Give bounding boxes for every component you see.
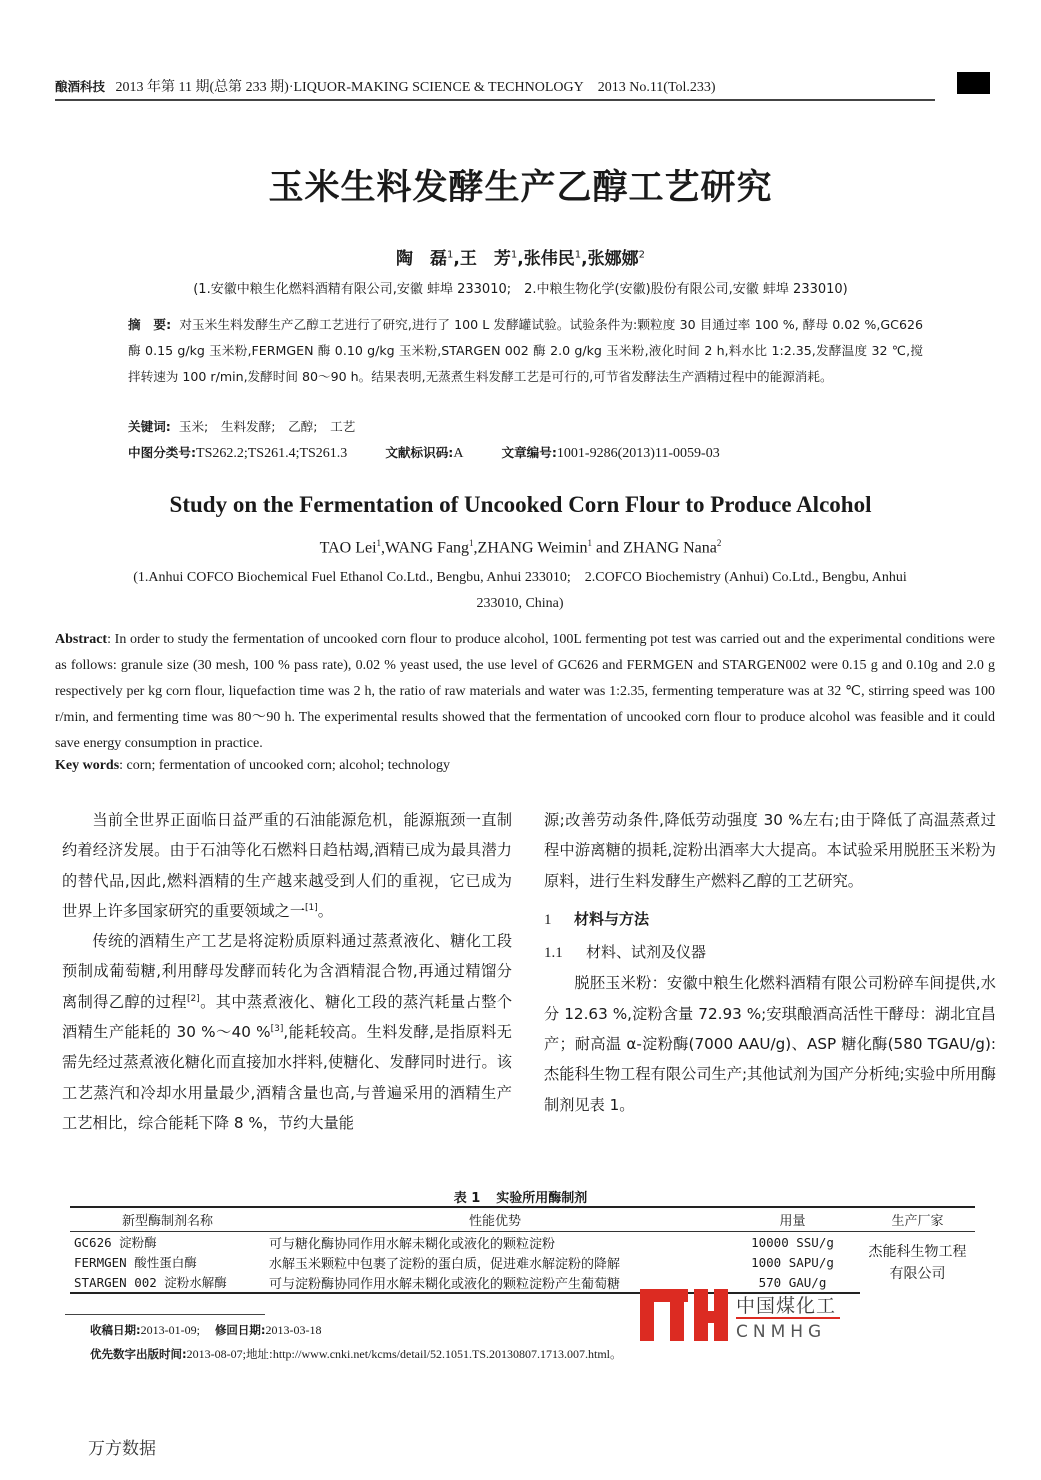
paragraph-text: ,能耗较高。生料发酵,是指原料无需先经过蒸煮液化糖化而直接加水拌料,使糖化、发酵同时进行。该工艺蒸汽和冷却水用量最少,酒精含量也高,与普遍采用的酒精生产工艺相比，综合能耗下降 8 %，节约大量能 [62, 1023, 512, 1132]
citation-ref[interactable]: [2] [186, 993, 200, 1004]
author: 王 芳 [459, 249, 511, 269]
enzyme-advantage: 水解玉米颗粒中包裹了淀粉的蛋白质，促进难水解淀粉的降解 [269, 1256, 621, 1272]
paragraph-text: 。 [317, 901, 333, 920]
affiliation-en: (1.Anhui COFCO Biochemical Fuel Ethanol Co.Ltd., Bengbu, Anhui 233010; 2.COFCO Biochemistry (Anhui) Co.Ltd., Bengbu, Anhui 233010, China) [133, 570, 907, 611]
paragraph-text: 。其中蒸煮液化、糖化工段的蒸汽耗量占整个酒精生产能耗的 30 %～40 % [62, 992, 513, 1042]
author-en-sup: 1 [469, 538, 474, 548]
author-sup: 1 [447, 249, 454, 261]
cnmhg-watermark-logo [640, 1289, 850, 1347]
paper-title-en: Study on the Fermentation of Uncooked Corn Flour to Produce Alcohol [169, 492, 872, 517]
header-text [55, 76, 716, 96]
footnote-dates [90, 1322, 322, 1338]
column-header: 新型酶制剂名称 [70, 1207, 265, 1232]
online-date: 2013-08-07; [186, 1347, 246, 1361]
url-link[interactable]: http://www.cnki.net/kcms/detail/52.1051.TS.20130807.1713.007.html。 [272, 1347, 623, 1361]
paragraph [62, 805, 512, 926]
watermark-cn-text: 中国煤化工 [736, 1295, 837, 1317]
keywords-en [55, 758, 995, 774]
paper-title-cn: 玉米生料发酵生产乙醇工艺研究 [268, 167, 773, 208]
author-en-sup: 1 [587, 538, 593, 548]
authors-cn: 陶 磊$^1$,王 芳$^1$,张伟民$^1$,张娜娜$^2$ [396, 249, 645, 269]
online-label: 优先数字出版时间: [90, 1347, 187, 1361]
author: 张娜娜 [587, 249, 639, 269]
subsection-number: 1.1 [544, 945, 563, 962]
running-header [55, 72, 990, 100]
enzyme-advantage: 可与淀粉酶协同作用水解未糊化或液化的颗粒淀粉产生葡萄糖 [265, 1272, 725, 1293]
issue-number: 2013 No.11(Tol.233) [597, 80, 716, 95]
paragraph-text: 传统的酒精生产工艺是将淀粉质原料通过蒸煮液化、糖化工段预制成葡萄糖,利用酵母发酵而转化为含酒精混合物,再通过精馏分离制得乙醇的过程 [62, 932, 512, 1011]
footnote-online [90, 1345, 622, 1362]
author-en: TAO Lei [319, 539, 377, 557]
table-row [70, 1232, 975, 1253]
revised-label: 修回日期: [214, 1323, 266, 1337]
table-title: 实验所用酶制剂 [496, 1191, 588, 1206]
watermark-divider [736, 1317, 840, 1319]
abstract-en-label: Abstract [55, 632, 108, 647]
doc-code-label: 文献标识码: [385, 445, 454, 460]
paragraph [62, 926, 512, 1138]
enzyme-advantage: 可与糖化酶协同作用水解未糊化或液化的颗粒淀粉 [269, 1236, 556, 1252]
author-sup: 2 [638, 249, 645, 261]
logo-bar [714, 1289, 728, 1341]
page-marker-block [957, 72, 990, 94]
abstract-cn [128, 312, 923, 390]
keywords-en-text: : corn; fermentation of uncooked corn; alcohol; technology [119, 758, 451, 773]
author-separator: , [381, 539, 386, 557]
logo-bar [670, 1289, 684, 1341]
author-sup: 1 [510, 249, 518, 261]
author-separator: and [592, 539, 624, 557]
classification-info [128, 442, 923, 462]
author-en-sup: 1 [376, 538, 382, 548]
citation-ref[interactable]: [3] [270, 1024, 284, 1035]
subsection-heading [544, 937, 996, 968]
section-number: 1 [544, 911, 552, 928]
received-date: 2013-01-09; [140, 1323, 200, 1337]
abstract-en-text: : In order to study the fermentation of uncooked corn flour to produce alcohol, 100L fermenting pot test was carried out and the experimental conditions were as follows: granule size (30 mesh, 100 % pass rate), 0.02 % yeast used, the use level of GC626 and FERMGEN and STARGEN002 were 0.15 g and 0.10g and 2.0 g respectively per kg corn flour, liquefaction time was 2 h, the ratio of raw materials and water was 1:2.35, fermenting temperature was at 32 ℃, stirring speed was 100 r/min, and fermenting time was 80～90 h. The experimental results showed that the fermentation of uncooked corn flour to produce alcohol was feasible and it could save energy consumption in practice. [55, 632, 995, 751]
body-column-left [62, 805, 512, 1138]
clc-value: TS262.2;TS261.4;TS261.3 [196, 446, 348, 461]
doc-code-value: A [453, 446, 464, 461]
abstract-cn-text: 对玉米生料发酵生产乙醇工艺进行了研究,进行了 100 L 发酵罐试验。试验条件为:颗粒度 30 目通过率 100 %, 酵母 0.02 %,GC626 酶 0.15 g/kg 玉米粉,FERMGEN 酶 0.10 g/kg 玉米粉,STARGEN 002 酶 2.0 g/kg 玉米粉,液化时间 2 h,料水比 1:2.35,发酵温度 32 ℃,搅拌转速为 100 r/min,发酵时间 80～90 h。结果表明,无蒸煮生料发酵工艺是可行的,可节省发酵法生产酒精过程中的能源消耗。 [128, 317, 923, 384]
author-separator: , [473, 539, 478, 557]
clc-label: 中图分类号: [128, 445, 197, 460]
authors-en [0, 538, 1041, 557]
abstract-cn-label: 摘 要: [128, 317, 172, 332]
paragraph: 源;改善劳动条件,降低劳动强度 30 %左右;由于降低了高温蒸煮过程中游离糖的损耗,淀粉出酒率大大提高。本试验采用脱胚玉米粉为原料，进行生料发酵生产燃料乙醇的工艺研究。 [544, 811, 996, 890]
table-header-row [70, 1207, 975, 1232]
body-column-right [544, 805, 996, 1120]
citation-ref[interactable]: [1] [305, 902, 318, 913]
keywords-cn [128, 416, 923, 435]
column-header: 生产厂家 [860, 1207, 975, 1232]
source-footer: 万方数据 [88, 1439, 156, 1459]
enzyme-dosage: 570 GAU/g [725, 1272, 860, 1293]
author-en-sup: 2 [716, 538, 722, 548]
table-caption [0, 1187, 1041, 1206]
author: 张伟民 [523, 249, 575, 269]
paragraph-text: 当前全世界正面临日益严重的石油能源危机，能源瓶颈一直制约着经济发展。由于石油等化石燃料日趋枯竭,酒精已成为最具潜力的替代品,因此,燃料酒精的生产越来越受到人们的重视，它已成为世界上许多国家研究的重要领域之一 [62, 811, 512, 920]
author-sup: 1 [574, 249, 582, 261]
journal-name: 酿酒科技 [55, 79, 106, 94]
watermark-en-text: CNMHG [736, 1322, 827, 1342]
footnote-rule [65, 1314, 265, 1315]
enzyme-dosage: 1000 SAPU/g [751, 1254, 834, 1270]
author-en: WANG Fang [385, 539, 470, 557]
enzyme-name: GC626 淀粉酶 [74, 1235, 157, 1250]
table-number: 表 1 [453, 1191, 481, 1206]
section-heading [544, 904, 996, 935]
enzyme-name: FERMGEN 酸性蛋白酶 [74, 1255, 197, 1270]
column-header: 性能优势 [265, 1207, 725, 1232]
paragraph: 脱胚玉米粉：安徽中粮生化燃料酒精有限公司粉碎车间提供,水分 12.63 %,淀粉含量 72.93 %;安琪酿酒高活性干酵母：湖北宜昌产；耐高温 α-淀粉酶(7000 AAU/g)、ASP 糖化酶(580 TGAU/g):杰能科生物工程有限公司生产;其他试剂为国产分析纯;实验中所用酶制剂见表 1。 [544, 974, 996, 1114]
subsection-title: 材料、试剂及仪器 [586, 943, 707, 962]
affiliation-cn: (1.安徽中粮生化燃料酒精有限公司,安徽 蚌埠 233010; 2.中粮生物化学(安徽)股份有限公司,安徽 蚌埠 233010) [193, 282, 848, 297]
keywords-cn-text: 玉米; 生料发酵; 乙醇; 工艺 [178, 419, 356, 434]
column-header: 用量 [725, 1207, 860, 1232]
enzyme-dosage: 10000 SSU/g [751, 1234, 834, 1250]
author-en: ZHANG Weimin [477, 539, 588, 557]
keywords-en-label: Key words [55, 758, 120, 773]
section-title: 材料与方法 [574, 909, 650, 928]
article-no-label: 文章编号: [501, 445, 557, 460]
article-no-value: 1001-9286(2013)11-0059-03 [556, 446, 720, 461]
manufacturer: 杰能科生物工程有限公司 [868, 1243, 967, 1282]
url-label: 地址: [245, 1347, 273, 1361]
keywords-cn-label: 关键词: [128, 419, 171, 434]
abstract-en [55, 627, 995, 757]
enzyme-table [70, 1206, 975, 1294]
issue-info: 2013 年第 11 期(总第 233 期)·LIQUOR-MAKING SCIENCE & TECHNOLOGY [115, 80, 584, 95]
author-en: ZHANG Nana [623, 539, 717, 557]
revised-date: 2013-03-18 [265, 1323, 322, 1337]
enzyme-name: STARGEN 002 淀粉水解酶 [70, 1272, 265, 1293]
table-row [70, 1252, 975, 1272]
header-rule [55, 99, 935, 101]
received-label: 收稿日期: [90, 1323, 141, 1337]
author: 陶 磊 [396, 249, 448, 269]
